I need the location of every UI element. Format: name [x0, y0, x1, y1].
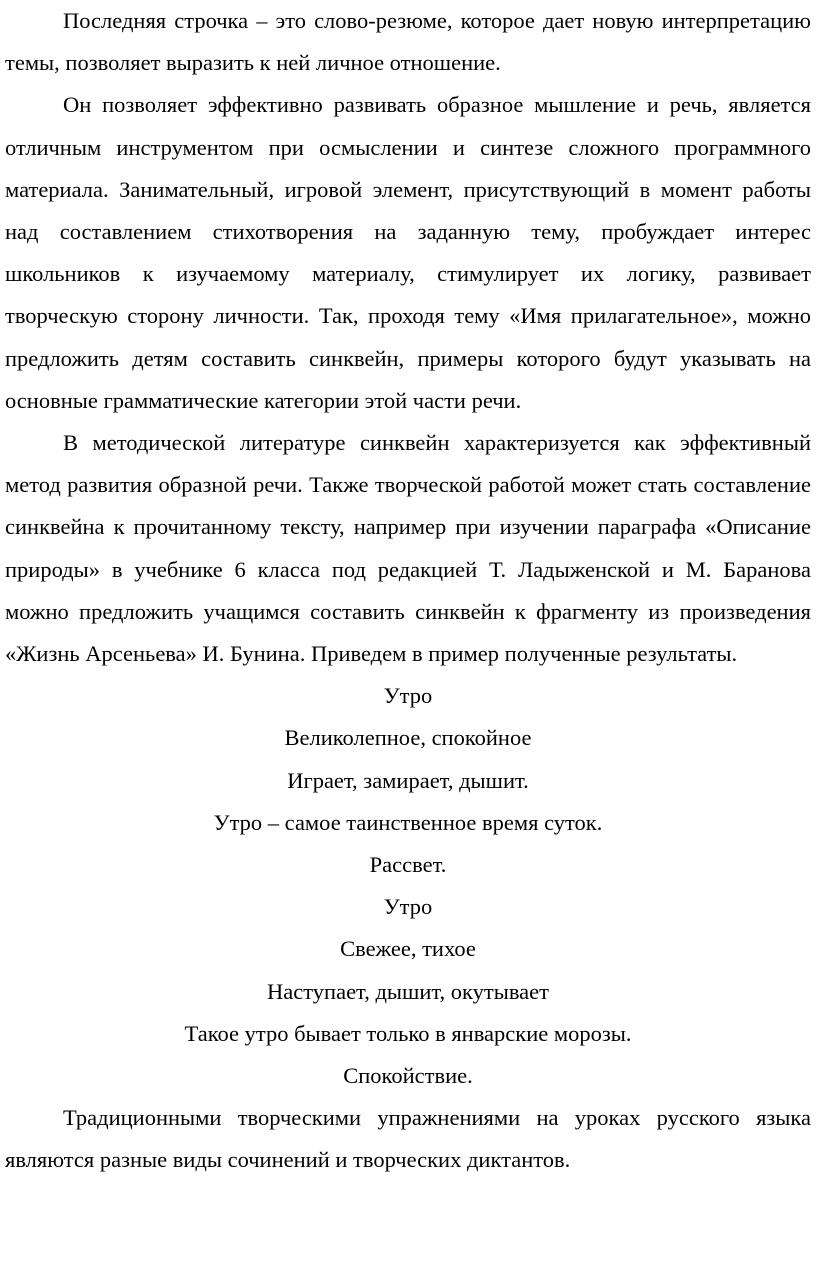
poem-line: Свежее, тихое — [340, 936, 476, 962]
document-page — [5, 0, 811, 1182]
poem-line: Наступает, дышит, окутывает — [267, 978, 549, 1004]
poem-line: Играет, замирает, дышит. — [287, 767, 529, 793]
closing-paragraph: Традиционными творческими упражнениями на уроках русского языка являются разные виды сочинений и творческих диктантов. — [5, 1105, 811, 1173]
poem-line: Утро – самое таинственное время суток. — [213, 809, 603, 835]
poem-line: Такое утро бывает только в январские морозы. — [184, 1020, 632, 1046]
poem-line: Утро — [383, 683, 433, 709]
poem-line: Великолепное, спокойное — [284, 725, 532, 751]
cinquain-poem — [5, 675, 811, 1097]
paragraph: Последняя строчка – это слово-резюме, которое дает новую интерпретацию темы, позволяет выразить к ней личное отношение. — [5, 8, 811, 76]
poem-line: Рассвет. — [369, 852, 447, 878]
paragraph: Он позволяет эффективно развивать образное мышление и речь, является отличным инструментом при осмыслении и синтезе сложного программного материала. Занимательный, игровой элемент, присутствующий в момент работы над составлением стихотворения на заданную тему, пробуждает интерес школьников к изучаемому материалу, стимулирует их логику, развивает творческую сторону личности. Так, проходя тему «Имя прилагательное», можно предложить детям составить синквейн, примеры которого будут указывать на основные грамматические категории этой части речи. — [5, 92, 811, 413]
poem-line: Спокойствие. — [343, 1063, 473, 1089]
paragraph: В методической литературе синквейн характеризуется как эффективный метод развития образной речи. Также творческой работой может стать составление синквейна к прочитанному тексту, например при изучении параграфа «Описание природы» в учебнике 6 класса под редакцией Т. Ладыженской и М. Баранова можно предложить учащимся составить синквейн к фрагменту из произведения «Жизнь Арсеньева» И. Бунина. Приведем в пример полученные результаты. — [5, 430, 811, 667]
poem-line: Утро — [383, 894, 433, 920]
